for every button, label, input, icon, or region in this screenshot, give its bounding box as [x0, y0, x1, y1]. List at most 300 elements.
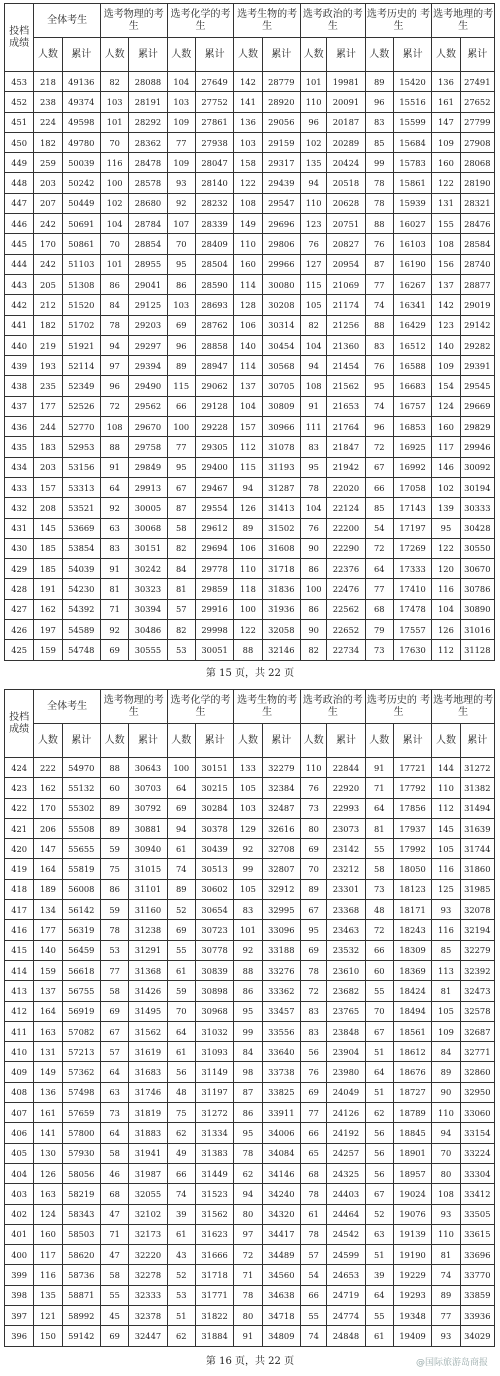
cumulative-cell: 27799	[460, 112, 494, 132]
cumulative-cell: 53156	[62, 457, 100, 477]
count-cell: 70	[167, 1001, 195, 1021]
count-cell: 96	[300, 112, 326, 132]
cumulative-cell: 17992	[393, 839, 431, 859]
cumulative-cell: 21360	[327, 335, 365, 355]
cumulative-cell: 31078	[262, 437, 300, 457]
count-cell: 86	[300, 599, 326, 619]
cumulative-cell: 52526	[62, 396, 100, 416]
count-cell: 70	[432, 1143, 460, 1163]
cumulative-cell: 32912	[262, 879, 300, 899]
cumulative-cell: 56755	[62, 981, 100, 1001]
cumulative-cell: 58219	[62, 1184, 100, 1204]
cumulative-cell: 28877	[460, 274, 494, 294]
cumulative-cell: 29128	[195, 396, 233, 416]
cumulative-cell: 27938	[195, 132, 233, 152]
count-cell: 70	[365, 1001, 393, 1021]
cumulative-cell: 28504	[195, 254, 233, 274]
score-cell: 447	[5, 193, 34, 213]
cumulative-cell: 18123	[393, 879, 431, 899]
count-cell: 64	[365, 1285, 393, 1305]
count-cell: 110	[432, 1224, 460, 1244]
table-row	[5, 1103, 495, 1123]
cumulative-cell: 18309	[393, 940, 431, 960]
score-cell: 408	[5, 1082, 34, 1102]
count-cell: 197	[34, 620, 62, 640]
cumulative-cell: 30513	[195, 859, 233, 879]
count-cell: 100	[167, 758, 195, 778]
table-row	[5, 960, 495, 980]
cumulative-cell: 30151	[129, 538, 167, 558]
count-cell: 162	[34, 778, 62, 798]
cumulative-cell: 52953	[62, 437, 100, 457]
cumulative-cell: 29203	[129, 315, 167, 335]
cumulative-cell: 21454	[327, 356, 365, 376]
count-header: 人数	[167, 38, 195, 72]
table-row	[5, 940, 495, 960]
count-cell: 71	[100, 1224, 128, 1244]
cumulative-cell: 29228	[195, 417, 233, 437]
count-cell: 145	[432, 818, 460, 838]
count-cell: 88	[234, 640, 262, 660]
count-cell: 133	[234, 758, 262, 778]
cumulative-cell: 20827	[327, 234, 365, 254]
subheader-row	[5, 38, 495, 72]
cumulative-cell: 23848	[327, 1021, 365, 1041]
table-row	[5, 538, 495, 558]
count-cell: 83	[300, 1021, 326, 1041]
count-cell: 64	[100, 1123, 128, 1143]
cumulative-cell: 31985	[460, 879, 494, 899]
cumulative-cell: 18424	[393, 981, 431, 1001]
cumulative-cell: 15861	[393, 173, 431, 193]
count-cell: 94	[300, 173, 326, 193]
count-cell: 84	[234, 1042, 262, 1062]
cumulative-cell: 29297	[129, 335, 167, 355]
count-cell: 160	[234, 254, 262, 274]
score-cell: 442	[5, 295, 34, 315]
count-cell: 103	[167, 295, 195, 315]
cumulative-cell: 31383	[195, 1143, 233, 1163]
cumulative-cell: 20628	[327, 193, 365, 213]
count-cell: 149	[34, 1062, 62, 1082]
count-cell: 93	[432, 1326, 460, 1346]
count-cell: 136	[432, 72, 460, 92]
cumulative-cell: 33362	[262, 981, 300, 1001]
count-cell: 238	[34, 92, 62, 112]
count-cell: 99	[365, 153, 393, 173]
cumulative-cell: 23682	[327, 981, 365, 1001]
cumulative-cell: 30092	[460, 457, 494, 477]
score-cell: 424	[5, 758, 34, 778]
subheader-row	[5, 724, 495, 758]
cumulative-header: 累计	[195, 38, 233, 72]
cumulative-cell: 30705	[262, 376, 300, 396]
cumulative-cell: 18727	[393, 1082, 431, 1102]
count-cell: 110	[234, 234, 262, 254]
cumulative-cell: 31197	[195, 1082, 233, 1102]
cumulative-cell: 31523	[195, 1184, 233, 1204]
count-cell: 163	[34, 1184, 62, 1204]
count-cell: 66	[365, 477, 393, 497]
cumulative-cell: 30703	[129, 778, 167, 798]
count-cell: 116	[432, 579, 460, 599]
count-cell: 55	[167, 940, 195, 960]
cumulative-cell: 16027	[393, 214, 431, 234]
count-cell: 72	[365, 437, 393, 457]
count-cell: 259	[34, 153, 62, 173]
count-cell: 72	[100, 396, 128, 416]
cumulative-cell: 30005	[129, 498, 167, 518]
count-cell: 54	[300, 1265, 326, 1285]
cumulative-cell: 34146	[262, 1163, 300, 1183]
cumulative-cell: 22652	[327, 620, 365, 640]
cumulative-cell: 58620	[62, 1245, 100, 1265]
count-cell: 78	[300, 960, 326, 980]
count-cell: 142	[432, 295, 460, 315]
count-cell: 182	[34, 315, 62, 335]
count-cell: 141	[234, 92, 262, 112]
cumulative-cell: 34417	[262, 1224, 300, 1244]
score-cell: 397	[5, 1306, 34, 1326]
count-cell: 95	[300, 920, 326, 940]
score-cell: 451	[5, 112, 34, 132]
cumulative-cell: 33696	[460, 1245, 494, 1265]
watermark: @国际旅游岛商报	[415, 1358, 488, 1368]
count-cell: 140	[34, 940, 62, 960]
score-cell: 435	[5, 437, 34, 457]
cumulative-cell: 18171	[393, 900, 431, 920]
count-cell: 86	[100, 274, 128, 294]
score-cell: 401	[5, 1224, 34, 1244]
cumulative-cell: 31287	[262, 477, 300, 497]
count-cell: 69	[100, 1326, 128, 1346]
count-cell: 80	[234, 1204, 262, 1224]
count-cell: 94	[234, 1184, 262, 1204]
count-cell: 96	[167, 335, 195, 355]
cumulative-cell: 56008	[62, 879, 100, 899]
score-table-page-16	[4, 689, 495, 1347]
cumulative-cell: 31149	[195, 1062, 233, 1082]
count-cell: 103	[167, 92, 195, 112]
cumulative-cell: 51921	[62, 335, 100, 355]
count-cell: 163	[34, 1021, 62, 1041]
cumulative-cell: 31495	[129, 1001, 167, 1021]
cumulative-cell: 29694	[195, 538, 233, 558]
group-header-geography: 选考地理的考生	[432, 690, 495, 724]
count-cell: 68	[300, 1163, 326, 1183]
table-row	[5, 396, 495, 416]
cumulative-cell: 30378	[195, 818, 233, 838]
cumulative-cell: 23610	[327, 960, 365, 980]
score-cell: 411	[5, 1021, 34, 1041]
cumulative-cell: 17630	[393, 640, 431, 660]
cumulative-cell: 34638	[262, 1285, 300, 1305]
count-cell: 59	[100, 839, 128, 859]
count-cell: 109	[432, 356, 460, 376]
cumulative-cell: 24653	[327, 1265, 365, 1285]
score-cell: 404	[5, 1163, 34, 1183]
count-cell: 58	[365, 859, 393, 879]
cumulative-cell: 18369	[393, 960, 431, 980]
cumulative-cell: 56459	[62, 940, 100, 960]
count-cell: 157	[34, 477, 62, 497]
count-cell: 110	[300, 758, 326, 778]
table-row	[5, 132, 495, 152]
cumulative-cell: 33615	[460, 1224, 494, 1244]
cumulative-cell: 19190	[393, 1245, 431, 1265]
cumulative-cell: 20187	[327, 112, 365, 132]
count-cell: 104	[167, 72, 195, 92]
count-cell: 74	[432, 1265, 460, 1285]
cumulative-cell: 23980	[327, 1062, 365, 1082]
count-cell: 57	[300, 1245, 326, 1265]
score-cell: 441	[5, 315, 34, 335]
count-header: 人数	[234, 38, 262, 72]
count-cell: 54	[365, 518, 393, 538]
cumulative-cell: 57362	[62, 1062, 100, 1082]
cumulative-cell: 31160	[129, 900, 167, 920]
cumulative-cell: 30670	[460, 559, 494, 579]
cumulative-cell: 32220	[129, 1245, 167, 1265]
cumulative-cell: 28680	[129, 193, 167, 213]
cumulative-cell: 23765	[327, 1001, 365, 1021]
count-cell: 43	[167, 1245, 195, 1265]
score-cell: 427	[5, 599, 34, 619]
cumulative-cell: 28232	[195, 193, 233, 213]
score-cell: 428	[5, 579, 34, 599]
count-cell: 92	[234, 940, 262, 960]
cumulative-cell: 33412	[460, 1184, 494, 1204]
count-header: 人数	[234, 724, 262, 758]
table-row	[5, 72, 495, 92]
cumulative-cell: 19024	[393, 1184, 431, 1204]
cumulative-cell: 34006	[262, 1123, 300, 1143]
table-row	[5, 457, 495, 477]
cumulative-cell: 19981	[327, 72, 365, 92]
cumulative-cell: 16925	[393, 437, 431, 457]
cumulative-cell: 52114	[62, 356, 100, 376]
cumulative-cell: 16853	[393, 417, 431, 437]
cumulative-cell: 29056	[262, 112, 300, 132]
cumulative-cell: 29946	[460, 437, 494, 457]
cumulative-cell: 24599	[327, 1245, 365, 1265]
cumulative-cell: 15599	[393, 112, 431, 132]
cumulative-cell: 50039	[62, 153, 100, 173]
count-cell: 81	[167, 579, 195, 599]
table-row	[5, 798, 495, 818]
count-cell: 242	[34, 254, 62, 274]
score-header: 投档成绩	[5, 690, 34, 758]
score-cell: 437	[5, 396, 34, 416]
count-header: 人数	[365, 38, 393, 72]
count-cell: 60	[365, 960, 393, 980]
cumulative-cell: 30323	[129, 579, 167, 599]
cumulative-cell: 31883	[129, 1123, 167, 1143]
cumulative-cell: 57930	[62, 1143, 100, 1163]
count-cell: 91	[234, 1326, 262, 1346]
count-cell: 105	[432, 1001, 460, 1021]
count-cell: 77	[432, 1306, 460, 1326]
count-cell: 185	[34, 559, 62, 579]
count-cell: 48	[167, 1082, 195, 1102]
count-cell: 70	[100, 132, 128, 152]
score-cell: 448	[5, 173, 34, 193]
cumulative-cell: 29916	[195, 599, 233, 619]
cumulative-cell: 23301	[327, 879, 365, 899]
count-cell: 94	[300, 356, 326, 376]
count-cell: 71	[100, 599, 128, 619]
count-cell: 122	[432, 538, 460, 558]
count-header: 人数	[300, 38, 326, 72]
count-cell: 94	[100, 335, 128, 355]
count-cell: 105	[234, 778, 262, 798]
count-cell: 81	[432, 1245, 460, 1265]
count-cell: 99	[234, 1021, 262, 1041]
count-cell: 98	[234, 1062, 262, 1082]
table-row	[5, 599, 495, 619]
cumulative-cell: 31494	[460, 798, 494, 818]
cumulative-cell: 28740	[460, 254, 494, 274]
count-cell: 61	[167, 839, 195, 859]
count-cell: 52	[167, 900, 195, 920]
cumulative-cell: 29317	[262, 153, 300, 173]
score-header: 投档成绩	[5, 4, 34, 72]
table-row	[5, 437, 495, 457]
count-cell: 224	[34, 112, 62, 132]
cumulative-cell: 17721	[393, 758, 431, 778]
score-cell: 452	[5, 92, 34, 112]
count-cell: 75	[100, 859, 128, 879]
cumulative-cell: 30151	[195, 758, 233, 778]
table-row	[5, 335, 495, 355]
group-header-geography: 选考地理的考生	[432, 4, 495, 38]
cumulative-cell: 31562	[195, 1204, 233, 1224]
count-cell: 125	[432, 879, 460, 899]
cumulative-cell: 49136	[62, 72, 100, 92]
cumulative-cell: 30333	[460, 498, 494, 518]
group-header-all: 全体考生	[34, 690, 101, 724]
count-cell: 85	[365, 132, 393, 152]
cumulative-cell: 56618	[62, 960, 100, 980]
cumulative-cell: 33770	[460, 1265, 494, 1285]
count-cell: 116	[34, 1265, 62, 1285]
cumulative-cell: 31334	[195, 1123, 233, 1143]
cumulative-cell: 31562	[129, 1021, 167, 1041]
count-cell: 109	[167, 112, 195, 132]
count-cell: 58	[100, 1265, 128, 1285]
cumulative-cell: 57659	[62, 1103, 100, 1123]
count-cell: 82	[300, 315, 326, 335]
cumulative-cell: 30890	[460, 599, 494, 619]
cumulative-cell: 16103	[393, 234, 431, 254]
count-cell: 51	[365, 1042, 393, 1062]
score-cell: 399	[5, 1265, 34, 1285]
count-cell: 92	[100, 620, 128, 640]
count-cell: 77	[300, 1103, 326, 1123]
cumulative-cell: 24403	[327, 1184, 365, 1204]
count-cell: 106	[234, 538, 262, 558]
count-cell: 114	[234, 274, 262, 294]
count-cell: 101	[300, 72, 326, 92]
count-cell: 63	[100, 518, 128, 538]
count-cell: 108	[432, 1184, 460, 1204]
cumulative-cell: 57082	[62, 1021, 100, 1041]
cumulative-cell: 17478	[393, 599, 431, 619]
count-cell: 170	[34, 234, 62, 254]
cumulative-cell: 29913	[129, 477, 167, 497]
count-cell: 100	[167, 417, 195, 437]
cumulative-cell: 34560	[262, 1265, 300, 1285]
cumulative-cell: 29545	[460, 376, 494, 396]
count-cell: 128	[234, 295, 262, 315]
count-cell: 112	[432, 798, 460, 818]
count-cell: 77	[167, 132, 195, 152]
cumulative-cell: 50691	[62, 214, 100, 234]
cumulative-cell: 31272	[460, 758, 494, 778]
group-header-physics: 选考物理的考生	[100, 690, 167, 724]
cumulative-cell: 24257	[327, 1143, 365, 1163]
count-cell: 60	[100, 778, 128, 798]
cumulative-cell: 59142	[62, 1326, 100, 1346]
count-cell: 88	[365, 214, 393, 234]
cumulative-cell: 31032	[195, 1021, 233, 1041]
count-cell: 117	[34, 1245, 62, 1265]
cumulative-cell: 58056	[62, 1163, 100, 1183]
table-row	[5, 173, 495, 193]
cumulative-cell: 54039	[62, 559, 100, 579]
cumulative-cell: 15783	[393, 153, 431, 173]
cumulative-header: 累计	[327, 724, 365, 758]
score-cell: 400	[5, 1245, 34, 1265]
count-cell: 141	[34, 1123, 62, 1143]
cumulative-cell: 27908	[460, 132, 494, 152]
cumulative-cell: 21653	[327, 396, 365, 416]
table-row	[5, 234, 495, 254]
count-cell: 110	[234, 559, 262, 579]
cumulative-cell: 34718	[262, 1306, 300, 1326]
count-cell: 105	[300, 295, 326, 315]
cumulative-cell: 33911	[262, 1103, 300, 1123]
cumulative-cell: 31666	[195, 1245, 233, 1265]
cumulative-cell: 55655	[62, 839, 100, 859]
cumulative-cell: 18789	[393, 1103, 431, 1123]
cumulative-cell: 29394	[129, 356, 167, 376]
count-cell: 93	[432, 1204, 460, 1224]
cumulative-cell: 28955	[129, 254, 167, 274]
cumulative-cell: 50449	[62, 193, 100, 213]
count-cell: 155	[432, 214, 460, 234]
count-cell: 66	[167, 1163, 195, 1183]
count-cell: 72	[365, 538, 393, 558]
count-cell: 62	[234, 1163, 262, 1183]
count-cell: 65	[300, 1143, 326, 1163]
cumulative-cell: 27649	[195, 72, 233, 92]
count-header: 人数	[100, 724, 128, 758]
score-cell: 416	[5, 920, 34, 940]
table-row	[5, 315, 495, 335]
table-row	[5, 1123, 495, 1143]
cumulative-cell: 55819	[62, 859, 100, 879]
count-cell: 55	[365, 981, 393, 1001]
count-cell: 101	[100, 254, 128, 274]
cumulative-header: 累计	[62, 38, 100, 72]
count-cell: 77	[167, 437, 195, 457]
cumulative-cell: 16429	[393, 315, 431, 335]
count-cell: 55	[365, 839, 393, 859]
count-cell: 53	[167, 1285, 195, 1305]
count-cell: 129	[234, 818, 262, 838]
cumulative-cell: 33825	[262, 1082, 300, 1102]
